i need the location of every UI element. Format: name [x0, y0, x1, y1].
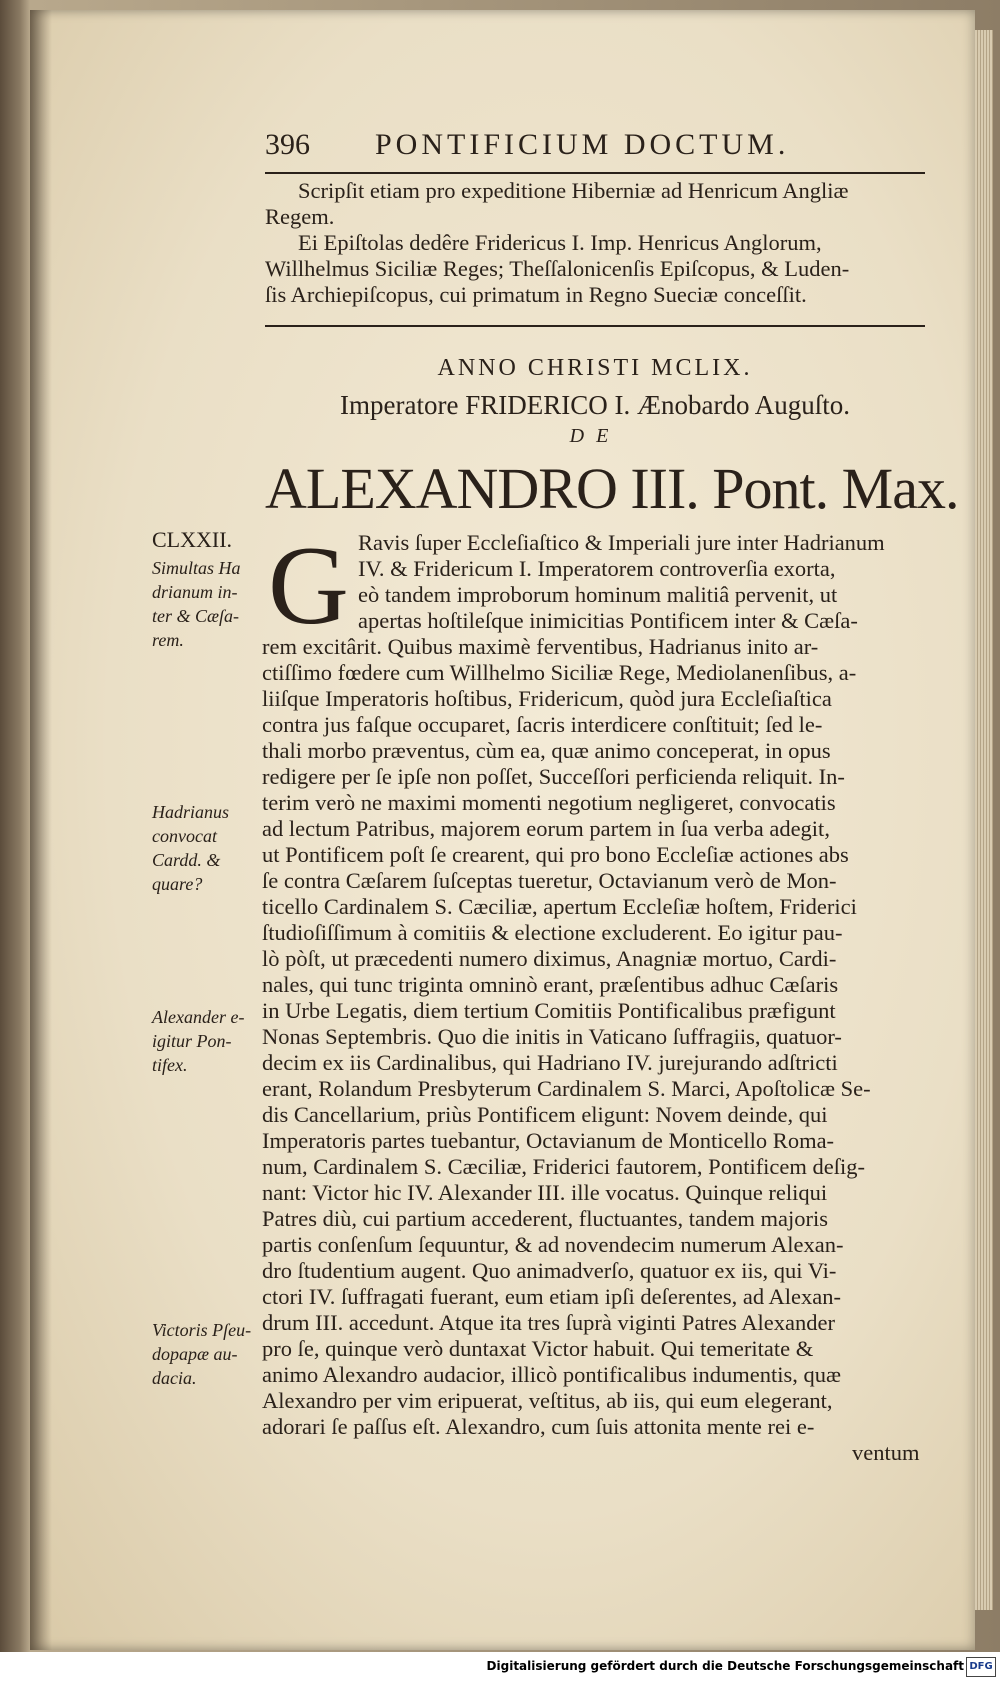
text-line: redigere per ſe ipſe non poſſet, Succeſſori perficienda reliquit. In-	[262, 764, 845, 789]
text-line: eò tandem improborum hominum malitiâ pervenit, ut	[358, 582, 838, 607]
text-line: Ravis ſuper Eccleſiaſtico & Imperiali jure inter Hadrianum	[358, 530, 885, 555]
page-edges	[975, 30, 993, 1610]
chapter-title: ALEXANDRO III. Pont. Max.	[265, 456, 959, 521]
text-line: Patres diù, cui partium accederent, fluctuantes, tandem majoris	[262, 1206, 829, 1231]
footer-credit: Digitalisierung gefördert durch die Deutsche Forschungsgemeinschaft	[486, 1659, 964, 1673]
text-line: dro ſtudentium augent. Quo animadverſo, quatuor ex iis, qui Vi-	[262, 1258, 837, 1283]
running-head: PONTIFICIUM DOCTUM.	[375, 128, 790, 161]
digitization-footer	[0, 1652, 1000, 1681]
catchword: ventum	[852, 1440, 920, 1465]
margin-note	[152, 1005, 262, 1077]
margin-note-line: Cardd. &	[152, 850, 221, 870]
margin-note-line: drianum in-	[152, 582, 238, 602]
margin-note	[152, 556, 262, 652]
text-line: ſtudioſiſſimum à comitiis & electione excluderent. Eo igitur pau-	[262, 920, 843, 945]
text-line: lò pòſt, ut præcedenti numero diximus, Anagniæ mortuo, Cardi-	[262, 946, 837, 971]
text-line: pro ſe, quinque verò duntaxat Victor habuit. Qui temeritate &	[262, 1336, 814, 1361]
margin-note-line: ter & Cæſa-	[152, 606, 240, 626]
margin-note-line: dopapæ au-	[152, 1344, 238, 1364]
page-gutter-shadow	[30, 10, 52, 1650]
page-header	[265, 128, 925, 168]
dfg-logo: DFG	[966, 1657, 996, 1677]
text-line: drum III. accedunt. Atque ita tres ſuprà viginti Patres Alexander	[262, 1310, 835, 1335]
text-line: apertas hoſtileſque inimicitias Pontificem inter & Cæſa-	[358, 608, 858, 633]
text-line: ad lectum Patribus, majorem eorum partem in ſua verba adegit,	[262, 816, 830, 841]
text-line: nales, qui tunc triginta omninò erant, præſentibus adhuc Cæſaris	[262, 972, 839, 997]
text-line: ſis Archiepiſcopus, cui primatum in Regno Sueciæ conceſſit.	[265, 282, 807, 307]
margin-note-line: Alexander e-	[152, 1007, 245, 1027]
margin-note-line: Victoris Pſeu-	[152, 1320, 252, 1340]
text-line: thali morbo præventus, cùm ea, quæ animo conceperat, in opus	[262, 738, 831, 763]
de-heading: DE	[569, 425, 621, 447]
text-line: decim ex iis Cardinalibus, qui Hadriano IV. jurejurando adſtricti	[262, 1050, 838, 1075]
text-line: Ei Epiſtolas dedêre Fridericus I. Imp. Henricus Anglorum,	[298, 230, 822, 255]
text-line: partis conſenſum ſequuntur, & ad novendecim numerum Alexan-	[262, 1232, 844, 1257]
drop-cap: G	[268, 524, 349, 648]
text-line: Scripſit etiam pro expeditione Hiberniæ ad Henricum Angliæ	[298, 178, 849, 203]
text-line: Willhelmus Siciliæ Reges; Theſſalonicenſis Epiſcopus, & Luden-	[265, 256, 850, 281]
margin-note-line: tifex.	[152, 1055, 188, 1075]
header-rule	[265, 172, 925, 174]
margin-note-line: dacia.	[152, 1368, 197, 1388]
text-line: ſe contra Cæſarem ſuſceptas tueretur, Octavianum verò de Mon-	[262, 868, 837, 893]
margin-note-line: Hadrianus	[152, 802, 230, 822]
margin-note-line: Simultas Ha	[152, 558, 241, 578]
text-line: IV. & Fridericum I. Imperatorem controverſia exorta,	[358, 556, 836, 581]
text-line: ut Pontificem poſt ſe crearent, qui pro bono Eccleſiæ actiones abs	[262, 842, 849, 867]
margin-note-line: quare?	[152, 874, 203, 894]
text-line: ticello Cardinalem S. Cæciliæ, apertum Eccleſiæ hoſtem, Friderici	[262, 894, 857, 919]
page-number: 396	[265, 128, 310, 161]
margin-note-line: convocat	[152, 826, 217, 846]
text-line: num, Cardinalem S. Cæciliæ, Friderici fautorem, Pontificem deſig-	[262, 1154, 866, 1179]
text-line: rem excitârit. Quibus maximè ferventibus, Hadrianus inito ar-	[262, 634, 819, 659]
text-line: Regem.	[265, 204, 335, 229]
text-line: Alexandro per vim eripuerat, veſtitus, ab iis, qui eum elegerant,	[262, 1388, 833, 1413]
imperatore-heading: Imperatore FRIDERICO I. Ænobardo Auguſto.	[340, 390, 850, 420]
text-line: Imperatoris partes tuebantur, Octavianum de Monticello Roma-	[262, 1128, 835, 1153]
margin-note	[152, 800, 262, 896]
margin-note-line: igitur Pon-	[152, 1031, 232, 1051]
margin-note-line: rem.	[152, 630, 184, 650]
text-line: animo Alexandro audacior, illicò pontificalibus indumentis, quæ	[262, 1362, 841, 1387]
text-line: adorari ſe paſſus eſt. Alexandro, cum ſuis attonita mente rei e-	[262, 1414, 815, 1439]
text-line: contra jus faſque occuparet, ſacris interdicere conſtituit; ſed le-	[262, 712, 823, 737]
margin-number: CLXXII.	[152, 527, 233, 552]
text-line: nant: Victor hic IV. Alexander III. ille vocatus. Quinque reliqui	[262, 1180, 828, 1205]
text-line: liiſque Imperatoris hoſtibus, Fridericum, quòd jura Eccleſiaſtica	[262, 686, 832, 711]
text-line: Nonas Septembris. Quo die initis in Vaticano ſuffragiis, quatuor-	[262, 1024, 842, 1049]
text-line: ctori IV. ſuffragati fuerant, eum etiam ipſi deſerentes, ad Alexan-	[262, 1284, 841, 1309]
margin-note	[152, 1318, 262, 1390]
text-line: erant, Rolandum Presbyterum Cardinalem S. Marci, Apoſtolicæ Se-	[262, 1076, 871, 1101]
text-line: terim verò ne maximi momenti negotium negligeret, convocatis	[262, 790, 836, 815]
text-line: ctiſſimo fœdere cum Willhelmo Siciliæ Rege, Mediolanenſibus, a-	[262, 660, 857, 685]
text-line: dis Cancellarium, priùs Pontificem eligunt: Novem deinde, qui	[262, 1102, 828, 1127]
anno-heading: ANNO CHRISTI MCLIX.	[437, 355, 753, 381]
text-line: in Urbe Legatis, diem tertium Comitiis Pontificalibus præfigunt	[262, 998, 836, 1023]
section-rule	[265, 325, 925, 327]
